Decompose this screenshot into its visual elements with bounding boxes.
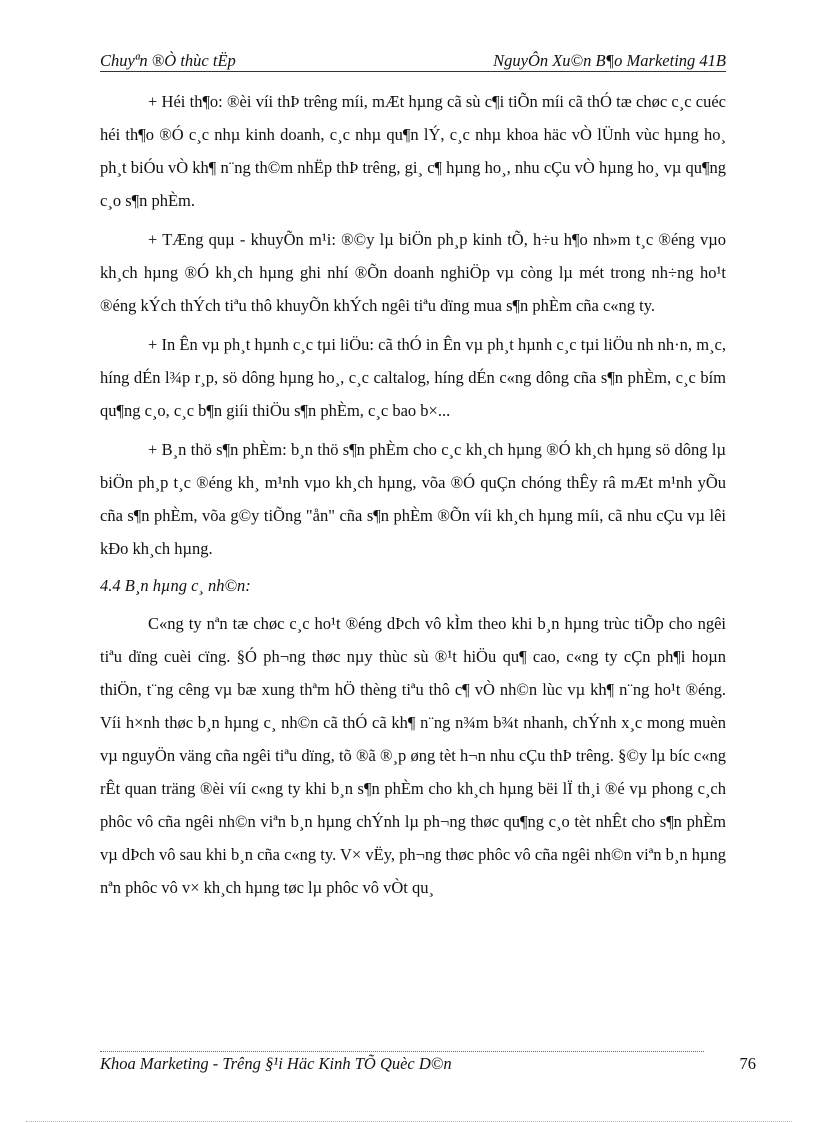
section-heading: 4.4 B¸n hµng c¸ nh©n: [100,576,251,595]
page-bottom-edge [26,1121,792,1122]
paragraph-ban-thu: + B¸n thö s¶n phÈm: b¸n thö s¶n phÈm cho c¸c kh¸ch hµng ®Ó kh¸ch hµng sö dông lµ biÖn ph¸p t¸c ®éng kh¸ m¹nh vµo kh¸ch hµng, võa ®Ó quÇn chóng thÊy râ mÆt m¹nh yÕu cña s¶n phÈm, võa g©y tiÕng "ån" cña s¶n phÈm ®Õn víi kh¸ch hµng míi, cã nhu cÇu vµ lêi kÐo kh¸ch hµng. [100,440,726,558]
header-title-left: Chuyªn ®Ò thùc tËp [100,51,236,70]
header-title-right: NguyÔn Xu©n B¶o Marketing 41B [493,51,726,70]
paragraph-ban-hang-ca-nhan: C«ng ty nªn tæ chøc c¸c ho¹t ®éng dÞch vô kÌm theo khi b¸n hµng trùc tiÕp cho ngêi tiªu dïng cuèi cïng. §Ó ph¬ng thøc nµy thùc sù ®¹t hiÖu qu¶ cao, c«ng ty cÇn ph¶i hoµn thiÖn, t¨ng cêng vµ bæ xung thªm hÖ thèng tiªu thô c¶ vÒ nh©n lùc vµ kh¶ n¨ng ho¹t ®éng. Víi h×nh thøc b¸n hµng c¸ nh©n cã thÓ cã kh¶ n¨ng n¾m b¾t nhanh, chÝnh x¸c mong muèn vµ nguyÖn väng cña ngêi tiªu dïng, tõ ®ã ®¸p øng tèt h¬n nhu cÇu thÞ trêng. §©y lµ bíc c«ng rÊt quan träng ®èi víi c«ng ty khi b¸n s¶n phÈm cho kh¸ch hµng bëi lÏ th¸i ®é vµ phong c¸ch phôc vô cña ngêi nh©n viªn b¸n hµng chÝnh lµ ph¬ng thøc qu¶ng c¸o tèt nhÊt cho s¶n phÈm vµ dÞch vô sau khi b¸n cña c«ng ty. V× vËy, ph¬ng thøc phôc vô cña ngêi nh©n viªn b¸n hµng nªn phôc vô v× kh¸ch hµng tøc lµ phôc vô vÒt qu¸ [100,614,727,897]
page-footer [100,1054,756,1074]
page-header [100,49,726,72]
footer-divider [100,1051,704,1052]
paragraph-in-an: + In Ên vµ ph¸t hµnh c¸c tµi liÖu: cã thÓ in Ên vµ ph¸t hµnh c¸c tµi liÖu nh nh·n, m¸c, híng dÉn l¾p r¸p, sö dông hµng ho¸, c¸c caltalog, híng dÉn c«ng dông cña s¶n phÈm, c¸c bím qu¶ng c¸o, c¸c b¶n giíi thiÖu s¶n phÈm, c¸c bao b×... [100,335,726,420]
footer-institution: Khoa Marketing - Trêng §¹i Häc Kinh TÕ Quèc D©n [100,1054,452,1073]
page-number: 76 [739,1054,756,1073]
paragraph-hoi-thao: + Héi th¶o: ®èi víi thÞ trêng míi, mÆt hµng cã sù c¶i tiÕn míi cã thÓ tæ chøc c¸c cuéc héi th¶o ®Ó c¸c nhµ kinh doanh, c¸c nhµ qu¶n lÝ, c¸c nhµ khoa häc vÒ lÜnh vùc hµng ho¸ ph¸t biÓu vÒ kh¶ n¨ng th©m nhËp thÞ trêng, gi¸ c¶ hµng ho¸, nhu cÇu vÒ hµng ho¸ vµ qu¶ng c¸o s¶n phÈm. [100,92,726,210]
paragraph-tang-qua: + TÆng quµ - khuyÕn m¹i: ®©y lµ biÖn ph¸p kinh tÕ, h÷u h¶o nh»m t¸c ®éng vµo kh¸ch hµng ®Ó kh¸ch hµng ghi nhí ®Õn doanh nghiÖp vµ còng lµ mét trong nh÷ng ho¹t ®éng kÝch thÝch tiªu thô khuyÕn khÝch ngêi tiªu dïng mua s¶n phÈm cña c«ng ty. [100,230,726,315]
page-content [100,85,726,910]
